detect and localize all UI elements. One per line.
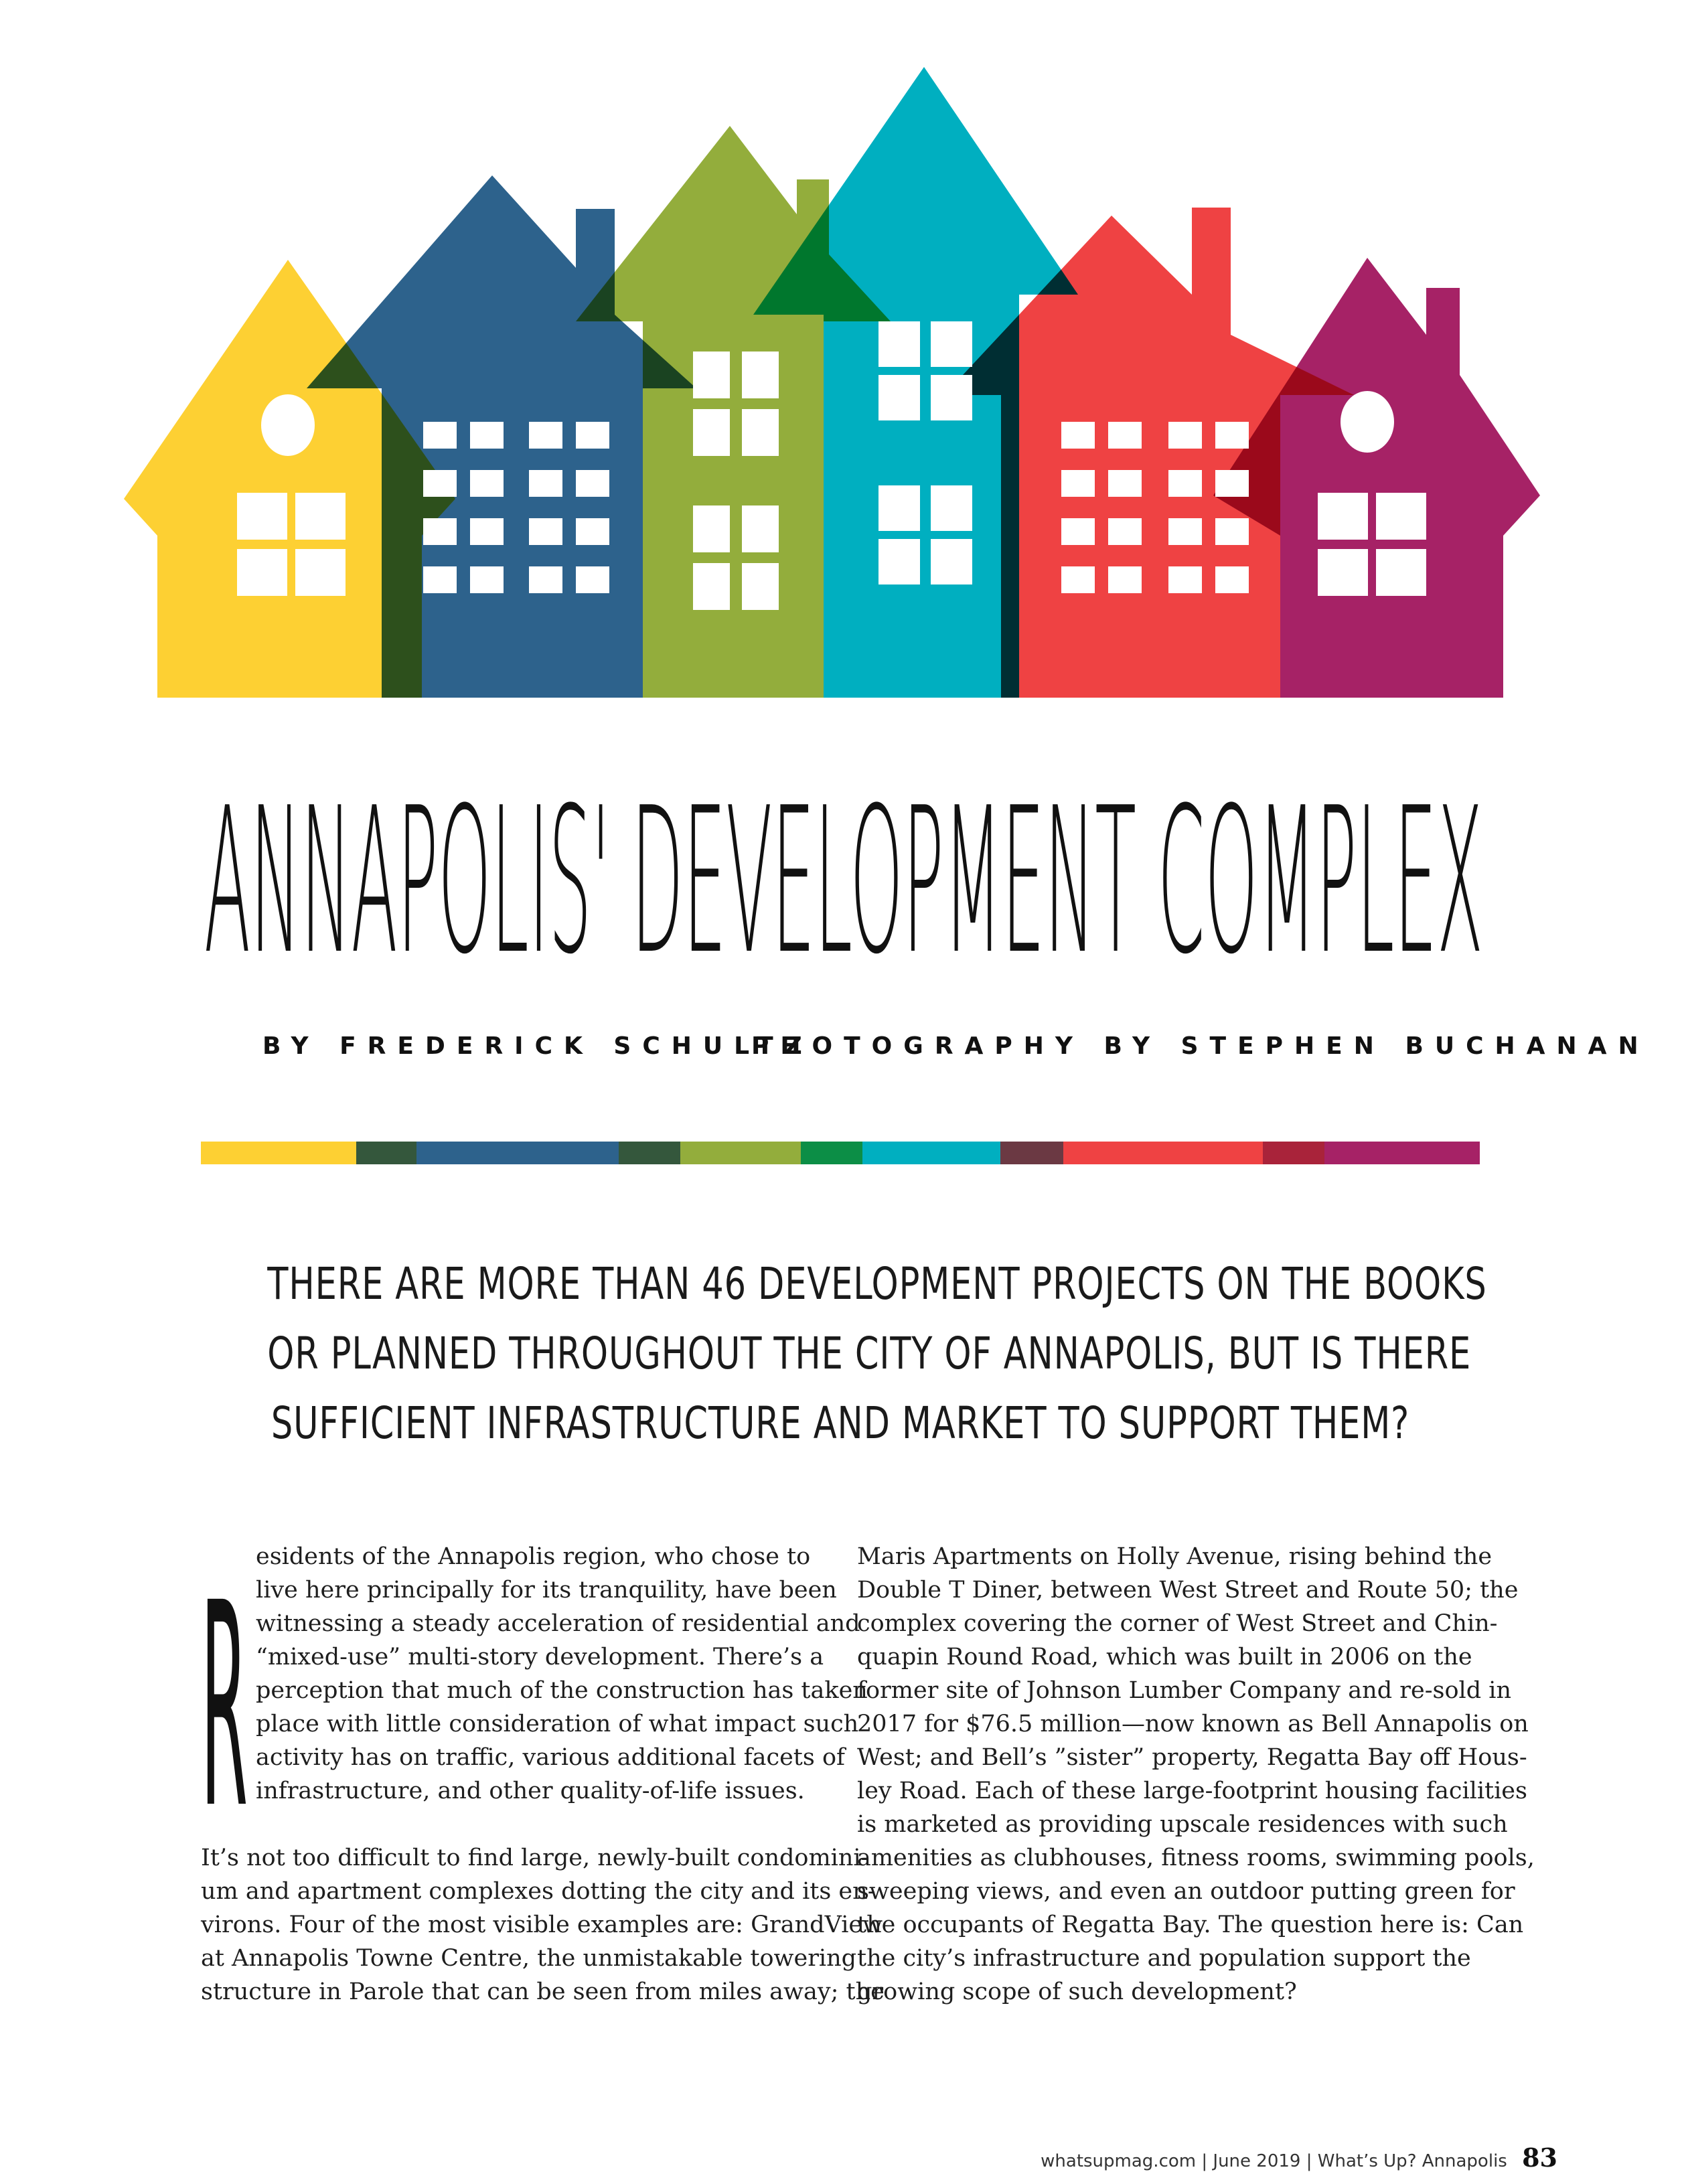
headline-text: Annapolis' Development Complex bbox=[204, 765, 1483, 998]
house-window bbox=[1168, 518, 1202, 545]
house-window bbox=[693, 505, 730, 552]
bar-segment bbox=[1263, 1142, 1324, 1164]
body-line: witnessing a steady acceleration of residential and bbox=[256, 1610, 860, 1637]
house-window bbox=[423, 422, 457, 449]
house-window bbox=[1376, 549, 1426, 596]
bar-segment bbox=[356, 1142, 416, 1164]
house-window bbox=[931, 539, 972, 584]
house-window bbox=[1318, 549, 1368, 596]
body-line: sweeping views, and even an outdoor putting green for bbox=[857, 1878, 1515, 1905]
deck-subheading bbox=[267, 1249, 1487, 1458]
houses-illustration bbox=[0, 0, 1682, 730]
house-window bbox=[1215, 470, 1249, 497]
body-line: infrastructure, and other quality-of-life issues. bbox=[256, 1778, 805, 1804]
deck-line: OR PLANNED THROUGHOUT THE CITY OF ANNAPOLIS, BUT IS THERE bbox=[267, 1328, 1472, 1379]
page-footer bbox=[1041, 2142, 1557, 2173]
house-window bbox=[529, 470, 562, 497]
body-line: amenities as clubhouses, fitness rooms, swimming pools, bbox=[857, 1845, 1535, 1871]
bar-segment bbox=[619, 1142, 680, 1164]
house-window bbox=[1108, 566, 1142, 593]
house-window bbox=[1376, 493, 1426, 540]
body-line: 2017 for $76.5 million—now known as Bell Annapolis on bbox=[857, 1711, 1529, 1737]
house-window bbox=[1318, 493, 1368, 540]
house-window bbox=[693, 563, 730, 610]
house-window bbox=[878, 539, 920, 584]
house-window bbox=[1061, 566, 1095, 593]
drop-cap-letter: R bbox=[201, 1543, 248, 1871]
house-window bbox=[1215, 566, 1249, 593]
house-window bbox=[470, 566, 504, 593]
house-window bbox=[1168, 470, 1202, 497]
byline: BY FREDERICK SCHULTZ bbox=[262, 1032, 814, 1060]
body-line: structure in Parole that can be seen from miles away; the bbox=[201, 1978, 885, 2005]
body-line: place with little consideration of what impact such bbox=[256, 1711, 859, 1737]
body-column-left bbox=[201, 1540, 885, 2009]
body-line: is marketed as providing upscale residences with such bbox=[857, 1811, 1508, 1838]
footer-publication: What’s Up? Annapolis bbox=[1317, 2151, 1507, 2171]
body-line: the city’s infrastructure and population support the bbox=[857, 1945, 1471, 1972]
house-window bbox=[470, 518, 504, 545]
house-window bbox=[237, 493, 287, 540]
bar-segment bbox=[1324, 1142, 1480, 1164]
body-line: um and apartment complexes dotting the city and its en- bbox=[201, 1878, 876, 1905]
house-window bbox=[237, 549, 287, 596]
house-window bbox=[693, 409, 730, 456]
body-line: virons. Four of the most visible examples are: GrandView bbox=[201, 1912, 883, 1938]
house-window bbox=[576, 470, 609, 497]
footer-separator: | bbox=[1306, 2151, 1312, 2171]
body-line: West; and Bell’s ”sister” property, Regatta Bay off Hous- bbox=[857, 1744, 1527, 1771]
house-window bbox=[1168, 566, 1202, 593]
house-window bbox=[1108, 518, 1142, 545]
bar-segment bbox=[201, 1142, 356, 1164]
body-line: former site of Johnson Lumber Company and re-sold in bbox=[857, 1677, 1512, 1704]
body-line: perception that much of the construction has taken bbox=[256, 1677, 868, 1704]
house-window bbox=[423, 470, 457, 497]
house-window bbox=[1061, 518, 1095, 545]
house-window bbox=[878, 321, 920, 367]
house-window bbox=[742, 505, 779, 552]
bar-segment bbox=[801, 1142, 862, 1164]
house-window bbox=[931, 375, 972, 420]
body-line: ley Road. Each of these large-footprint housing facilities bbox=[857, 1778, 1527, 1804]
body-line: “mixed-use” multi-story development. There’s a bbox=[256, 1644, 824, 1670]
house-window bbox=[931, 485, 972, 531]
headline bbox=[201, 765, 1486, 998]
house-window bbox=[529, 422, 562, 449]
house-window bbox=[878, 375, 920, 420]
house-window bbox=[295, 493, 346, 540]
body-line: activity has on traffic, various additional facets of bbox=[256, 1744, 845, 1771]
body-column-right bbox=[857, 1540, 1535, 2009]
bar-segment bbox=[680, 1142, 801, 1164]
deck-line: SUFFICIENT INFRASTRUCTURE AND MARKET TO SUPPORT THEM? bbox=[271, 1397, 1410, 1449]
house-window bbox=[1215, 518, 1249, 545]
house-window bbox=[423, 566, 457, 593]
house-round-window bbox=[261, 394, 315, 456]
footer-separator: | bbox=[1201, 2151, 1208, 2171]
house-window bbox=[742, 563, 779, 610]
body-line: live here principally for its tranquility, have been bbox=[256, 1577, 837, 1604]
house-window bbox=[423, 518, 457, 545]
house-window bbox=[529, 566, 562, 593]
house-window bbox=[576, 566, 609, 593]
house-window bbox=[1215, 422, 1249, 449]
body-line: esidents of the Annapolis region, who chose to bbox=[256, 1543, 811, 1570]
body-line: Double T Diner, between West Street and Route 50; the bbox=[857, 1577, 1519, 1604]
house-window bbox=[470, 470, 504, 497]
body-line: It’s not too difficult to find large, newly-built condomini- bbox=[201, 1845, 869, 1871]
house-window bbox=[1061, 470, 1095, 497]
body-line: the occupants of Regatta Bay. The question here is: Can bbox=[857, 1912, 1524, 1938]
footer-site: whatsupmag.com bbox=[1041, 2151, 1197, 2171]
photo-credit: PHOTOGRAPHY BY STEPHEN BUCHANAN bbox=[751, 1032, 1650, 1060]
footer-issue: June 2019 bbox=[1213, 2151, 1301, 2171]
house-window bbox=[576, 422, 609, 449]
body-line: quapin Round Road, which was built in 2006 on the bbox=[857, 1644, 1472, 1670]
body-line: Maris Apartments on Holly Avenue, rising behind the bbox=[857, 1543, 1493, 1570]
bar-segment bbox=[862, 1142, 1000, 1164]
house-window bbox=[576, 518, 609, 545]
page-number: 83 bbox=[1522, 2142, 1557, 2173]
color-divider-bar bbox=[201, 1142, 1480, 1164]
bar-segment bbox=[1063, 1142, 1263, 1164]
house-window bbox=[529, 518, 562, 545]
house-window bbox=[693, 352, 730, 398]
house-window bbox=[470, 422, 504, 449]
body-line: at Annapolis Towne Centre, the unmistakable towering bbox=[201, 1945, 857, 1972]
house-window bbox=[931, 321, 972, 367]
body-line: complex covering the corner of West Street and Chin- bbox=[857, 1610, 1498, 1637]
deck-line: THERE ARE MORE THAN 46 DEVELOPMENT PROJECTS ON THE BOOKS bbox=[267, 1258, 1487, 1310]
house-window bbox=[878, 485, 920, 531]
house-window bbox=[1061, 422, 1095, 449]
house-window bbox=[742, 352, 779, 398]
house-window bbox=[295, 549, 346, 596]
house-window bbox=[1168, 422, 1202, 449]
house-window bbox=[742, 409, 779, 456]
bar-segment bbox=[416, 1142, 619, 1164]
house-window bbox=[1108, 422, 1142, 449]
bar-segment bbox=[1000, 1142, 1063, 1164]
body-line: growing scope of such development? bbox=[857, 1978, 1297, 2005]
house-window bbox=[1108, 470, 1142, 497]
house-round-window bbox=[1341, 391, 1394, 453]
